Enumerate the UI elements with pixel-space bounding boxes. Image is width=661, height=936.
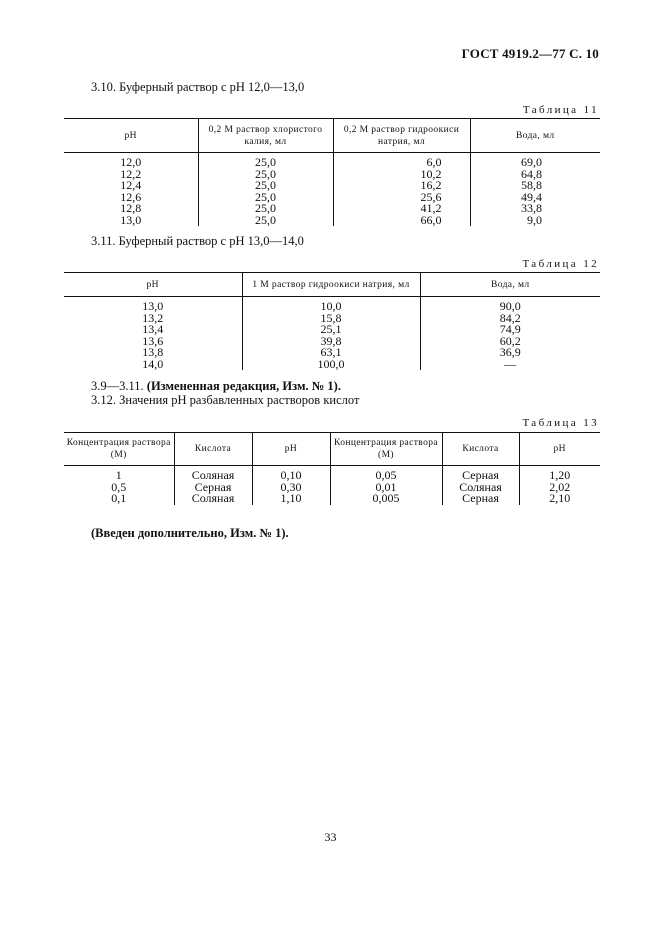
cell: 13,8	[142, 345, 164, 359]
cell: 0,1	[111, 491, 127, 505]
table-11-header: 0,2 М раствор гидроокиси натрия, мл	[333, 119, 470, 153]
table-13-header: Концентрация раствора (М)	[330, 433, 442, 466]
cell: Серная	[442, 466, 519, 482]
cell: 13,0	[142, 299, 164, 313]
cell: 90,0	[420, 297, 600, 313]
table-13-header: Кислота	[442, 433, 519, 466]
cell: 33,8	[470, 203, 600, 215]
table-12	[64, 272, 600, 370]
table-row	[64, 169, 600, 181]
cell: Соляная	[174, 466, 252, 482]
table-13-header: Концентрация раствора (М)	[64, 433, 174, 466]
cell: 64,8	[470, 169, 600, 181]
cell: 0,10	[252, 466, 330, 482]
cell: 25,0	[198, 215, 333, 227]
amendment-note-3-9-3-11	[91, 379, 341, 394]
table-row	[64, 153, 600, 169]
table-row	[64, 180, 600, 192]
cell: 41,2	[333, 203, 470, 215]
cell: 6,0	[333, 153, 470, 169]
cell: 2,02	[519, 482, 600, 494]
cell: 0,30	[252, 482, 330, 494]
cell: 25,0	[198, 180, 333, 192]
table-12-header: Вода, мл	[420, 273, 600, 297]
section-3-10-heading: 3.10. Буферный раствор с pH 12,0—13,0	[91, 80, 305, 94]
section-3-12-heading: 3.12. Значения pH разбавленных растворов кислот	[91, 393, 360, 407]
section-3-11-heading: 3.11. Буферный раствор с pH 13,0—14,0	[91, 234, 304, 248]
amendment-note-text: (Измененная редакция, Изм. № 1).	[146, 379, 341, 393]
cell: 69,0	[470, 153, 600, 169]
cell: 25,0	[198, 192, 333, 204]
cell: 16,2	[333, 180, 470, 192]
cell: 25,0	[198, 203, 333, 215]
cell: 25,0	[198, 153, 333, 169]
cell: 12,4	[120, 178, 142, 192]
cell: 66,0	[333, 215, 470, 227]
cell: 12,6	[120, 189, 142, 204]
table-11-header: 0,2 М раствор хлористого калия, мл	[198, 119, 333, 153]
table-13-header: pH	[519, 433, 600, 466]
cell: 0,01	[330, 482, 442, 494]
cell: —	[420, 359, 600, 371]
table-12-caption: Таблица 12	[522, 258, 599, 270]
cell: 13,6	[142, 333, 164, 348]
cell: 10,0	[242, 297, 420, 313]
cell: 14,0	[142, 356, 164, 371]
table-12-header: pH	[64, 273, 242, 297]
page-number: 33	[324, 830, 337, 844]
cell: Соляная	[442, 482, 519, 494]
cell: 12,2	[120, 166, 142, 181]
cell: 1	[115, 468, 122, 482]
table-row	[64, 192, 600, 204]
table-11	[64, 118, 600, 226]
table-13-header: pH	[252, 433, 330, 466]
cell: 1,10	[252, 493, 330, 505]
table-11-header: Вода, мл	[470, 119, 600, 153]
table-13-header: Кислота	[174, 433, 252, 466]
cell: 13,2	[142, 310, 164, 325]
cell: 15,8	[242, 313, 420, 325]
table-row	[64, 466, 600, 482]
cell: 12,0	[120, 155, 142, 169]
cell: 0,05	[330, 466, 442, 482]
cell: 13,0	[120, 212, 142, 227]
table-11-caption: Таблица 11	[522, 104, 599, 116]
cell: 60,2	[420, 336, 600, 348]
cell: 36,9	[420, 347, 600, 359]
cell: 58,8	[470, 180, 600, 192]
cell: Серная	[174, 482, 252, 494]
table-12-header: 1 М раствор гидроокиси натрия, мл	[242, 273, 420, 297]
cell: 39,8	[242, 336, 420, 348]
table-row	[64, 215, 600, 227]
cell: Соляная	[174, 493, 252, 505]
cell: 49,4	[470, 192, 600, 204]
cell: 13,4	[142, 322, 164, 336]
table-13	[64, 432, 600, 505]
table-13-caption: Таблица 13	[522, 417, 599, 429]
cell: 25,1	[242, 324, 420, 336]
cell: 9,0	[470, 215, 600, 227]
cell: 0,5	[111, 479, 127, 494]
amendment-note-introduced: (Введен дополнительно, Изм. № 1).	[91, 526, 289, 540]
table-row	[64, 359, 600, 371]
cell: 84,2	[420, 313, 600, 325]
cell: 12,8	[120, 201, 142, 215]
cell: 63,1	[242, 347, 420, 359]
amendment-note-prefix: 3.9—3.11.	[91, 379, 147, 393]
cell: 25,0	[198, 169, 333, 181]
cell: Серная	[442, 493, 519, 505]
cell: 74,9	[420, 324, 600, 336]
cell: 1,20	[519, 466, 600, 482]
cell: 2,10	[519, 493, 600, 505]
table-11-header: pH	[64, 119, 198, 153]
cell: 0,005	[330, 493, 442, 505]
running-header: ГОСТ 4919.2—77 С. 10	[461, 46, 599, 61]
table-row	[64, 493, 600, 505]
cell: 25,6	[333, 192, 470, 204]
cell: 100,0	[242, 359, 420, 371]
table-row	[64, 203, 600, 215]
cell: 10,2	[333, 169, 470, 181]
table-row	[64, 482, 600, 494]
